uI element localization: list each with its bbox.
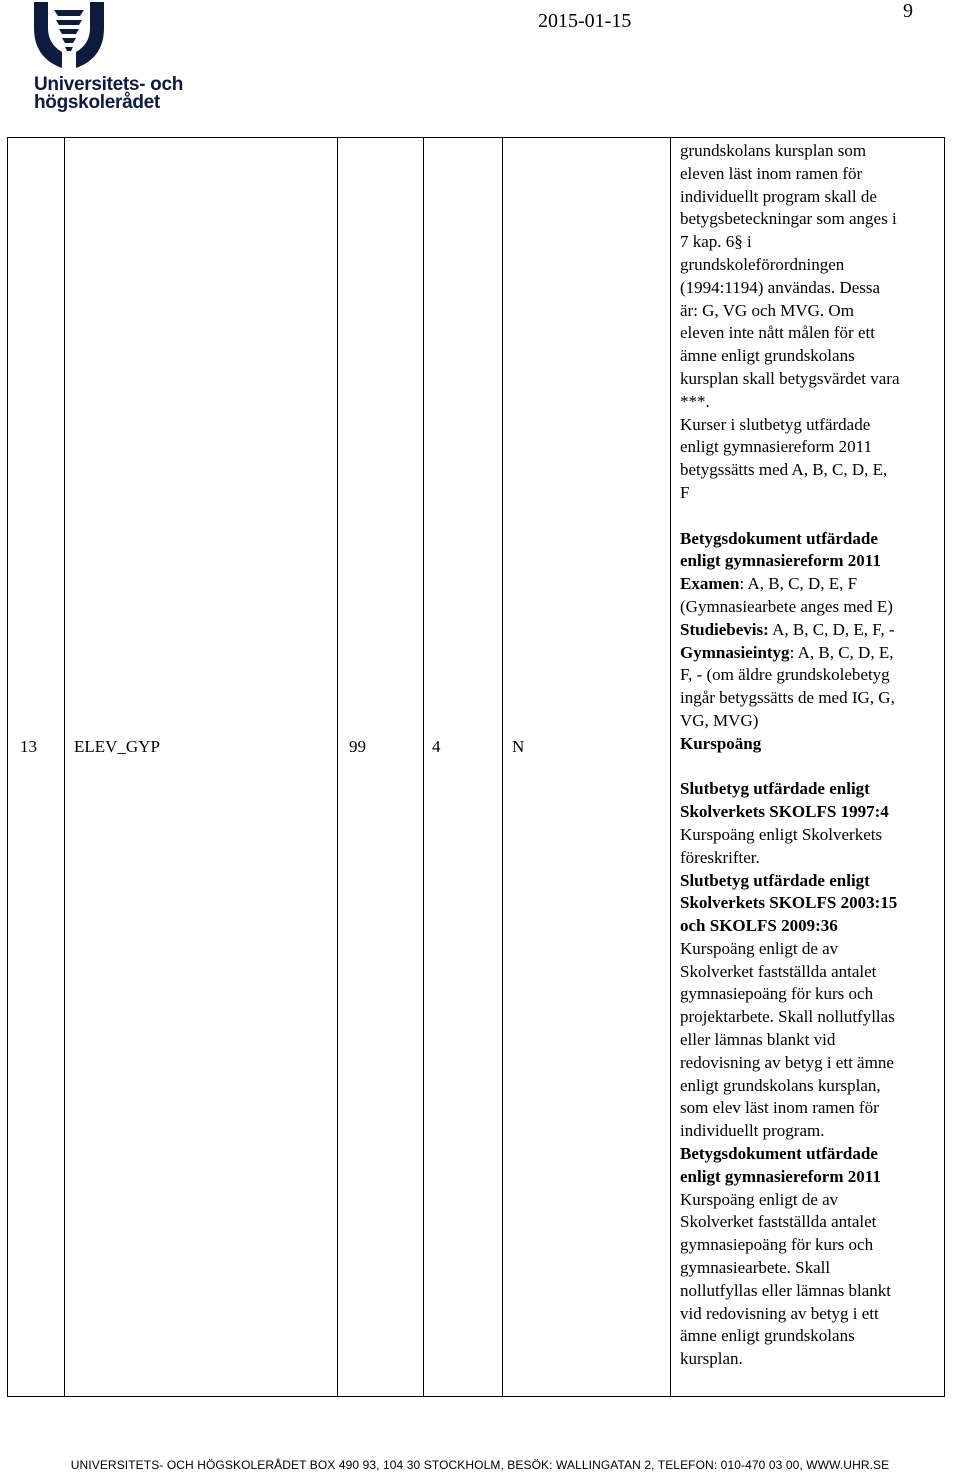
studiebevis-line [680, 619, 942, 642]
remarks-line: 7 kap. 6§ i [680, 232, 752, 252]
remarks-line: eleven inte nått målen för ett [680, 323, 875, 343]
remarks-line: (1994:1194) användas. Dessa [680, 277, 881, 297]
remarks-line: ämne enligt grundskolans [680, 346, 855, 366]
examen-note: (Gymnasiearbete anges med E) [680, 596, 893, 616]
remarks-line: betygsbeteckningar som anges i [680, 209, 897, 229]
remarks-line: som elev läst inom ramen för [680, 1098, 879, 1118]
remarks-line: gymnasiepoäng för kurs och [680, 984, 874, 1004]
gymnasieintyg-grades: : A, B, C, D, E, [789, 642, 894, 662]
remarks-line: nollutfyllas eller lämnas blankt [680, 1280, 892, 1300]
remarks-line: gymnasiearbete. Skall [680, 1258, 831, 1278]
header-date: 2015-01-15 [538, 10, 632, 32]
remarks-line: individuellt program skall de [680, 186, 877, 206]
remarks-line: Kurspoäng enligt de av [680, 938, 839, 958]
gymnasieintyg-line [680, 642, 942, 665]
remarks-line: projektarbete. Skall nollutfyllas [680, 1007, 895, 1027]
column-divider [670, 137, 671, 1397]
remarks-line: individuellt program. [680, 1121, 825, 1141]
type-cell: N [512, 737, 525, 756]
remarks-line: Kurspoäng enligt de av [680, 1189, 839, 1209]
examen-line [680, 573, 942, 596]
remarks-line: Skolverket fastställda antalet [680, 961, 877, 981]
remarks-heading: Skolverkets SKOLFS 2003:15 [680, 893, 898, 913]
remarks-heading: Betygsdokument utfärdade [680, 1144, 878, 1164]
remarks-heading: enligt gymnasiereform 2011 [680, 1166, 881, 1186]
remarks-line: kursplan skall betygsvärdet vara [680, 368, 900, 388]
remarks-heading: Skolverkets SKOLFS 1997:4 [680, 802, 889, 822]
studiebevis-label: Studiebevis: [680, 619, 769, 639]
remarks-heading: Betygsdokument utfärdade [680, 528, 878, 548]
remarks-line: kursplan. [680, 1349, 743, 1369]
remarks-line: Kurspoäng enligt Skolverkets [680, 824, 883, 844]
column-divider [337, 137, 338, 1397]
remarks-line: ämne enligt grundskolans [680, 1326, 855, 1346]
remarks-line: eleven läst inom ramen för [680, 163, 863, 183]
remarks-line: Kurser i slutbetyg utfärdade [680, 414, 871, 434]
column-divider [423, 137, 424, 1397]
remarks-line: vid redovisning av betyg i ett [680, 1303, 879, 1323]
remarks-heading: enligt gymnasiereform 2011 [680, 551, 881, 571]
remarks-line: betygssätts med A, B, C, D, E, [680, 460, 888, 480]
gymnasieintyg-label: Gymnasieintyg [680, 642, 790, 662]
row-number-cell: 13 [20, 737, 37, 756]
remarks-cell [680, 140, 942, 1371]
studiebevis-grades: A, B, C, D, E, F, - [768, 619, 895, 639]
remarks-line: grundskolans kursplan som [680, 141, 867, 160]
position-cell: 4 [432, 737, 441, 756]
remarks-line: grundskoleförordningen [680, 254, 845, 274]
remarks-heading: Slutbetyg utfärdade enligt [680, 779, 870, 799]
remarks-line: föreskrifter. [680, 847, 760, 867]
remarks-line: ingår betygssätts de med IG, G, [680, 688, 895, 708]
paragraph-gap [680, 505, 942, 528]
remarks-line: enligt gymnasiereform 2011 [680, 437, 872, 457]
remarks-line: F [680, 482, 690, 502]
logo-wordmark-line1: Universitets- och [34, 74, 184, 95]
column-divider [64, 137, 65, 1397]
remarks-heading: och SKOLFS 2009:36 [680, 916, 838, 936]
remarks-line: gymnasiepoäng för kurs och [680, 1235, 874, 1255]
page-number: 9 [903, 0, 913, 22]
remarks-line: VG, MVG) [680, 710, 759, 730]
remarks-line: ***. [680, 391, 710, 411]
remarks-line: redovisning av betyg i ett ämne [680, 1052, 894, 1072]
uhr-shield-logo-icon [32, 0, 106, 72]
uhr-logo [30, 0, 200, 118]
field-title: Kurspoäng [680, 733, 762, 753]
remarks-line: är: G, VG och MVG. Om [680, 300, 854, 320]
paragraph-gap [680, 756, 942, 779]
remarks-heading: Slutbetyg utfärdade enligt [680, 870, 870, 890]
remarks-line: F, - (om äldre grundskolebetyg [680, 665, 890, 685]
page-footer: UNIVERSITETS- OCH HÖGSKOLERÅDET BOX 490 93, 104 30 STOCKHOLM, BESÖK: WALLINGATAN 2, TELEFON: 010-470 03 00, WWW.UHR.SE [70, 1458, 890, 1472]
examen-label: Examen [680, 574, 740, 594]
field-name-cell: ELEV_GYP [74, 737, 160, 756]
remarks-line: enligt grundskolans kursplan, [680, 1075, 881, 1095]
column-divider [502, 137, 503, 1397]
logo-wordmark-line2: högskolerådet [34, 92, 160, 113]
remarks-line: Skolverket fastställda antalet [680, 1212, 877, 1232]
examen-grades: : A, B, C, D, E, F [739, 574, 858, 594]
remarks-line: eller lämnas blankt vid [680, 1030, 836, 1050]
length-cell: 99 [349, 737, 366, 756]
